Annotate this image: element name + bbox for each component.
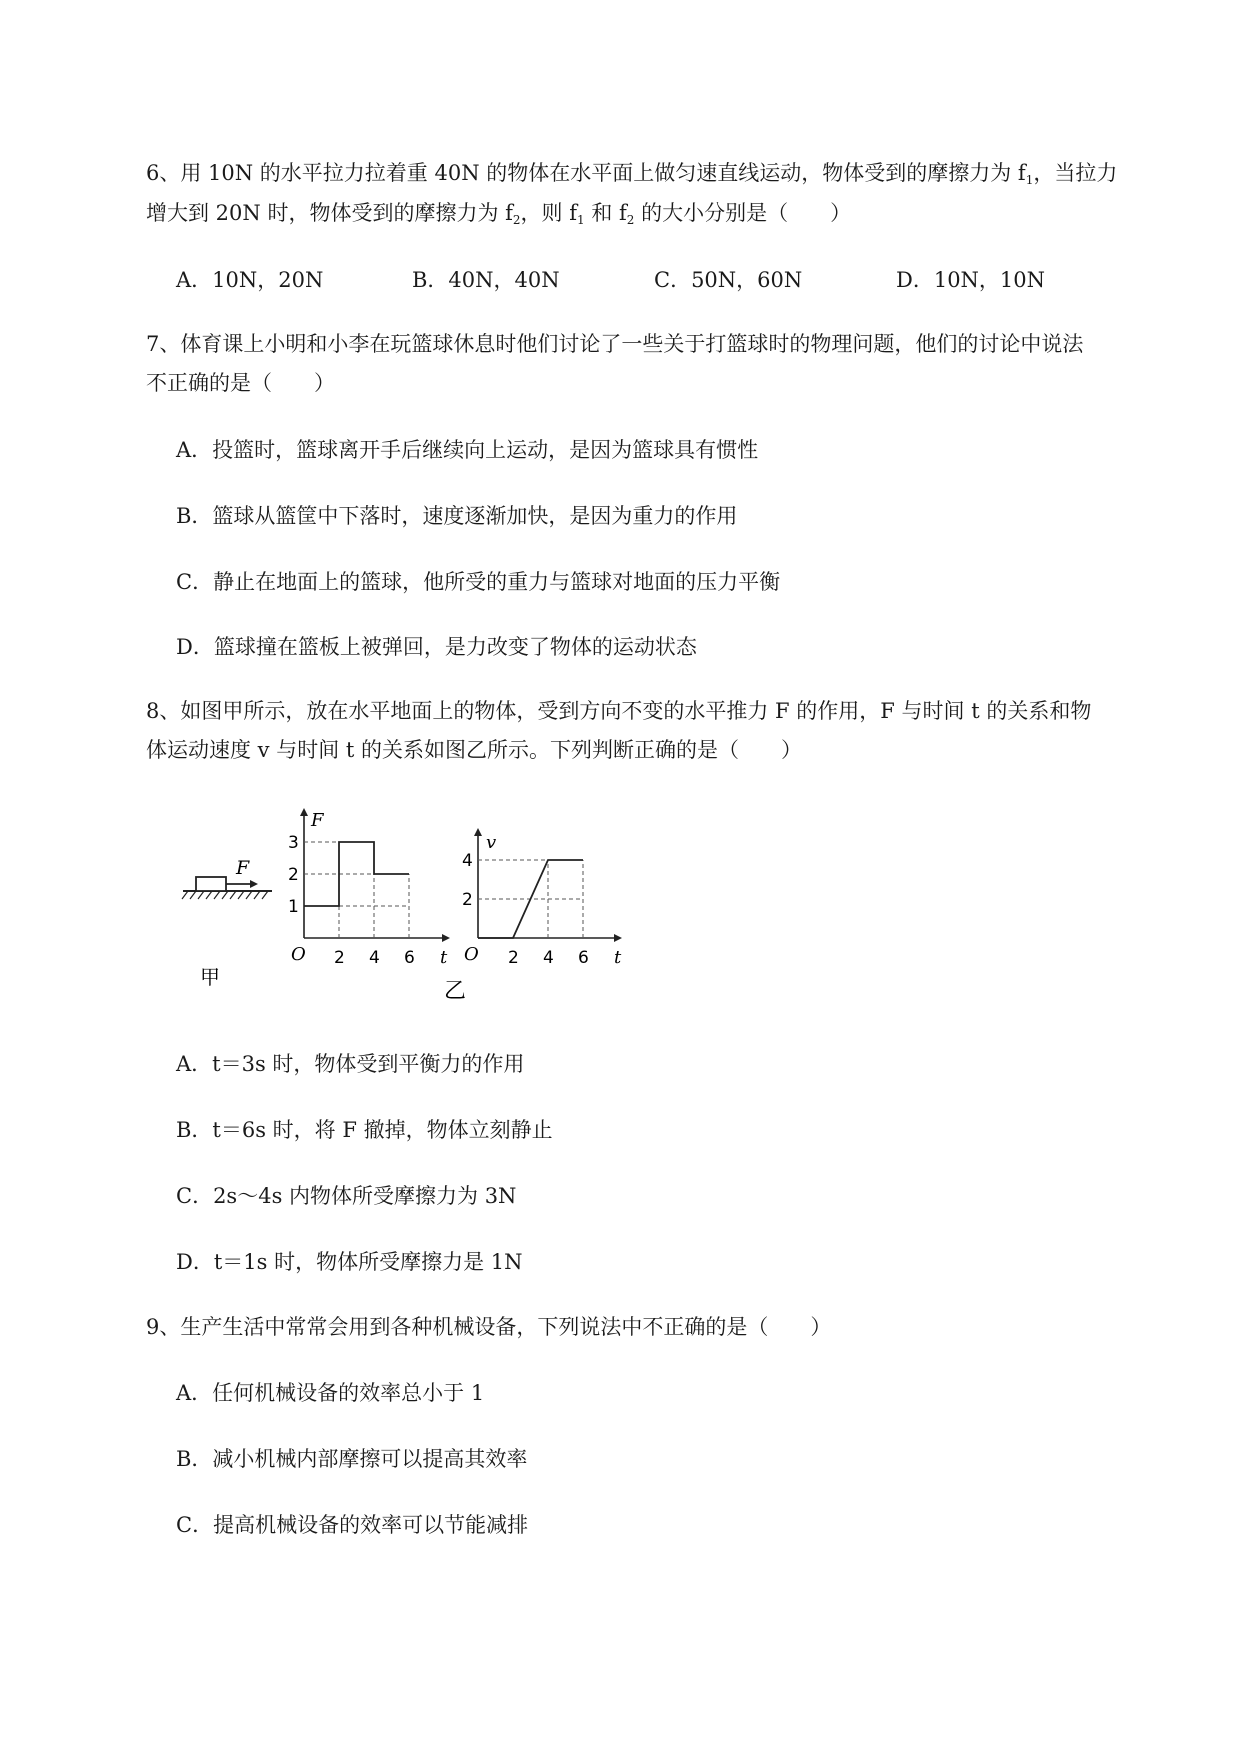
figure-jia xyxy=(182,857,272,989)
f-y-tick-2: 3 xyxy=(288,833,299,853)
f-x-tick-2: 6 xyxy=(404,948,415,968)
v-y-axis-arrow xyxy=(474,828,482,836)
graph-v-t xyxy=(462,828,622,968)
q6-option-c[interactable]: C．50N，60N xyxy=(654,268,803,292)
q9-option-a[interactable]: A．任何机械设备的效率总小于 1 xyxy=(176,1381,485,1405)
f-y-tick-0: 1 xyxy=(288,897,299,917)
q6-option-d[interactable]: D．10N，10N xyxy=(896,268,1046,292)
f-dashed-guides xyxy=(304,842,409,938)
q9-stem: 9、生产生活中常常会用到各种机械设备，下列说法中不正确的是（ ） xyxy=(146,1315,832,1339)
f-x-axis-arrow xyxy=(442,934,450,942)
q8-figure-svg xyxy=(178,808,648,1008)
f-x-tick-1: 4 xyxy=(369,948,380,968)
ground-hatching xyxy=(182,891,268,899)
q8-option-b[interactable]: B．t＝6s 时，将 F 撤掉，物体立刻静止 xyxy=(176,1118,553,1142)
block xyxy=(196,877,226,891)
q6-option-b[interactable]: B．40N，40N xyxy=(412,268,560,292)
v-x-axis-arrow xyxy=(614,934,622,942)
q6-stem-line1: 6、用 10N 的水平拉力拉着重 40N 的物体在水平面上做匀速直线运动，物体受到的摩擦力为 $f_1$，当拉力 xyxy=(146,161,1118,187)
q7-option-b[interactable]: B．篮球从篮筐中下落时，速度逐渐加快，是因为重力的作用 xyxy=(176,504,738,528)
q8-figure xyxy=(178,808,648,1008)
q6-options xyxy=(176,264,1076,294)
label-yi: 乙 xyxy=(444,979,467,1004)
q7-option-c[interactable]: C．静止在地面上的篮球，他所受的重力与篮球对地面的压力平衡 xyxy=(176,570,781,594)
f-origin-label: O xyxy=(291,944,306,965)
v-x-tick-1: 4 xyxy=(543,948,554,968)
q8-option-a[interactable]: A．t＝3s 时，物体受到平衡力的作用 xyxy=(176,1052,525,1076)
q7-stem-line1: 7、体育课上小明和小李在玩篮球休息时他们讨论了一些关于打篮球时的物理问题，他们的讨论中说法 xyxy=(146,332,1084,356)
v-y-tick-0: 2 xyxy=(462,890,473,910)
f-x-axis-label: t xyxy=(440,947,448,968)
f-x-tick-0: 2 xyxy=(334,948,345,968)
v-y-axis-label: v xyxy=(486,832,497,853)
graph-f-t xyxy=(288,808,466,1004)
v-y-tick-1: 4 xyxy=(462,851,473,871)
q8-stem-line1: 8、如图甲所示，放在水平地面上的物体，受到方向不变的水平推力 F 的作用，F 与时间 t 的关系和物 xyxy=(146,699,1092,723)
label-jia: 甲 xyxy=(200,965,220,989)
q7-stem-line2: 不正确的是（ ） xyxy=(146,371,335,395)
f-y-tick-1: 2 xyxy=(288,865,299,885)
v-x-tick-0: 2 xyxy=(508,948,519,968)
q8-option-c[interactable]: C．2s～4s 内物体所受摩擦力为 3N xyxy=(176,1184,517,1208)
q7-option-d[interactable]: D．篮球撞在篮板上被弹回，是力改变了物体的运动状态 xyxy=(176,635,697,659)
f-y-axis-arrow xyxy=(300,808,308,816)
q9-option-c[interactable]: C．提高机械设备的效率可以节能减排 xyxy=(176,1513,529,1537)
force-arrow-head xyxy=(250,880,258,888)
q7-option-a[interactable]: A．投篮时，篮球离开手后继续向上运动，是因为篮球具有惯性 xyxy=(176,438,759,462)
q6-stem-line2: 增大到 20N 时，物体受到的摩擦力为 $f_2$，则 $f_1$ 和 $f_2$ 的大小分别是（ ） xyxy=(146,201,852,227)
q8-stem-line2: 体运动速度 v 与时间 t 的关系如图乙所示。下列判断正确的是（ ） xyxy=(146,738,803,762)
q6-option-a[interactable]: A．10N，20N xyxy=(176,268,324,292)
q9-option-b[interactable]: B．减小机械内部摩擦可以提高其效率 xyxy=(176,1447,528,1471)
q8-option-d[interactable]: D．t＝1s 时，物体所受摩擦力是 1N xyxy=(176,1250,523,1274)
force-label: F xyxy=(236,857,250,879)
v-origin-label: O xyxy=(464,944,479,965)
f-y-axis-label: F xyxy=(311,810,324,831)
v-x-axis-label: t xyxy=(614,947,622,968)
v-x-tick-2: 6 xyxy=(578,948,589,968)
